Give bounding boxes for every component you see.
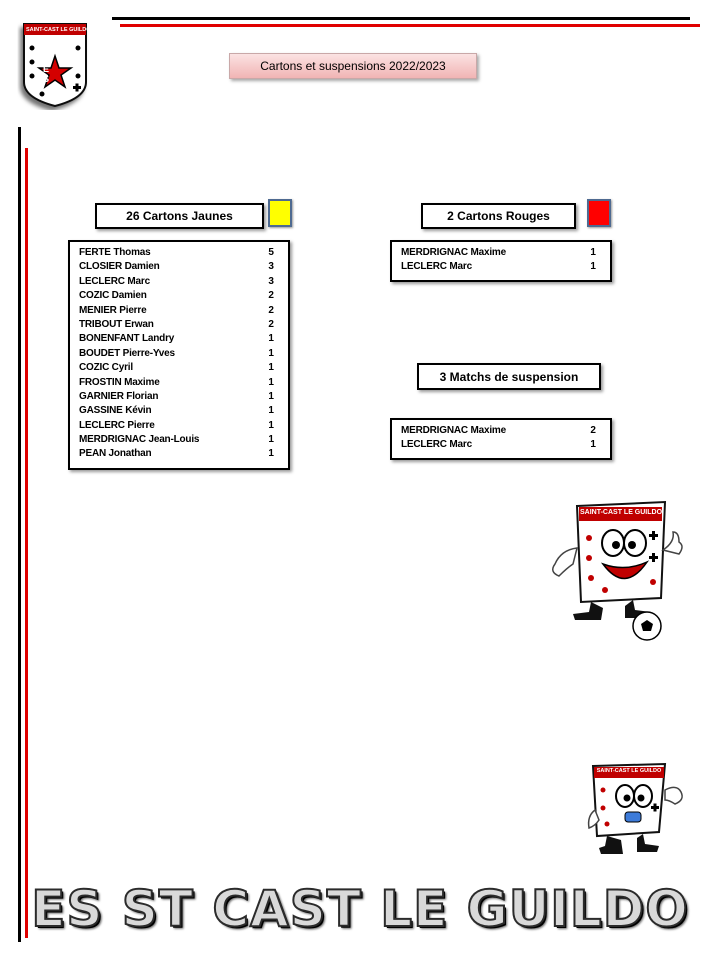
list-item [401, 260, 600, 274]
player-name: BOUDET Pierre-Yves [79, 347, 175, 359]
red-card-icon [587, 199, 611, 227]
card-count: 2 [268, 304, 274, 316]
card-count: 1 [590, 439, 596, 451]
card-count: 1 [268, 434, 274, 446]
card-count: 2 [268, 318, 274, 330]
player-name: FROSTIN Maxime [79, 376, 160, 388]
left-line-black [18, 127, 21, 942]
player-name: LECLERC Marc [401, 261, 472, 273]
suspension-header: 3 Matchs de suspension [417, 363, 601, 390]
suspension-list [390, 418, 612, 460]
player-name: GARNIER Florian [79, 390, 159, 402]
card-count: 1 [268, 448, 274, 460]
list-item [401, 246, 600, 260]
list-item [79, 361, 278, 375]
mascot-image-whistle [585, 760, 690, 860]
list-item [79, 289, 278, 303]
player-name: COZIC Damien [79, 290, 147, 302]
card-count: 1 [590, 261, 596, 273]
player-name: BONENFANT Landry [79, 333, 175, 345]
list-item [79, 447, 278, 461]
card-count: 3 [268, 261, 274, 273]
list-item [79, 376, 278, 390]
yellow-cards-list [68, 240, 290, 470]
yellow-card-icon [268, 199, 292, 227]
list-item [79, 419, 278, 433]
top-line-black [112, 17, 690, 20]
player-name: MENIER Pierre [79, 304, 147, 316]
list-item [401, 424, 600, 438]
card-count: 3 [268, 275, 274, 287]
card-count: 5 [268, 247, 274, 258]
card-count: 1 [590, 247, 596, 258]
logo-banner-text: SAINT-CAST LE GUILDO [26, 27, 91, 33]
list-item [79, 433, 278, 447]
left-line-red [25, 148, 28, 938]
yellow-cards-header: 26 Cartons Jaunes [95, 203, 264, 229]
red-cards-list [390, 240, 612, 282]
footer-club-name: ES ST CAST LE GUILDO [31, 880, 689, 938]
player-name: CLOSIER Damien [79, 261, 160, 273]
red-cards-header: 2 Cartons Rouges [421, 203, 576, 229]
list-item [79, 304, 278, 318]
list-item [79, 246, 278, 260]
list-item [79, 318, 278, 332]
card-count: 1 [268, 333, 274, 345]
player-name: LECLERC Pierre [79, 419, 155, 431]
logo-letters: E S [42, 64, 67, 84]
player-name: LECLERC Marc [79, 275, 150, 287]
card-count: 1 [268, 419, 274, 431]
list-item [79, 332, 278, 346]
card-count: 2 [268, 290, 274, 302]
player-name: MERDRIGNAC Jean-Louis [79, 434, 200, 446]
mascot-banner-text: SAINT-CAST LE GUILDO [579, 509, 663, 516]
list-item [401, 438, 600, 452]
card-count: 1 [268, 390, 274, 402]
list-item [79, 390, 278, 404]
player-name: GASSINE Kévin [79, 405, 152, 417]
club-logo [10, 20, 90, 110]
mascot-image-thumbs-up [545, 498, 695, 643]
player-name: COZIC Cyril [79, 362, 133, 374]
mascot2-banner-text: SAINT-CAST LE GUILDO [596, 768, 662, 774]
card-count: 2 [590, 425, 596, 436]
card-count: 1 [268, 376, 274, 388]
card-count: 1 [268, 405, 274, 417]
player-name: TRIBOUT Erwan [79, 318, 154, 330]
card-count: 1 [268, 347, 274, 359]
list-item [79, 347, 278, 361]
player-name: PEAN Jonathan [79, 448, 152, 460]
list-item [79, 260, 278, 274]
list-item [79, 404, 278, 418]
page-title: Cartons et suspensions 2022/2023 [229, 53, 477, 79]
player-name: MERDRIGNAC Maxime [401, 425, 506, 436]
player-name: MERDRIGNAC Maxime [401, 247, 506, 258]
player-name: FERTE Thomas [79, 247, 151, 258]
list-item [79, 275, 278, 289]
card-count: 1 [268, 362, 274, 374]
top-line-red [120, 24, 700, 27]
player-name: LECLERC Marc [401, 439, 472, 451]
